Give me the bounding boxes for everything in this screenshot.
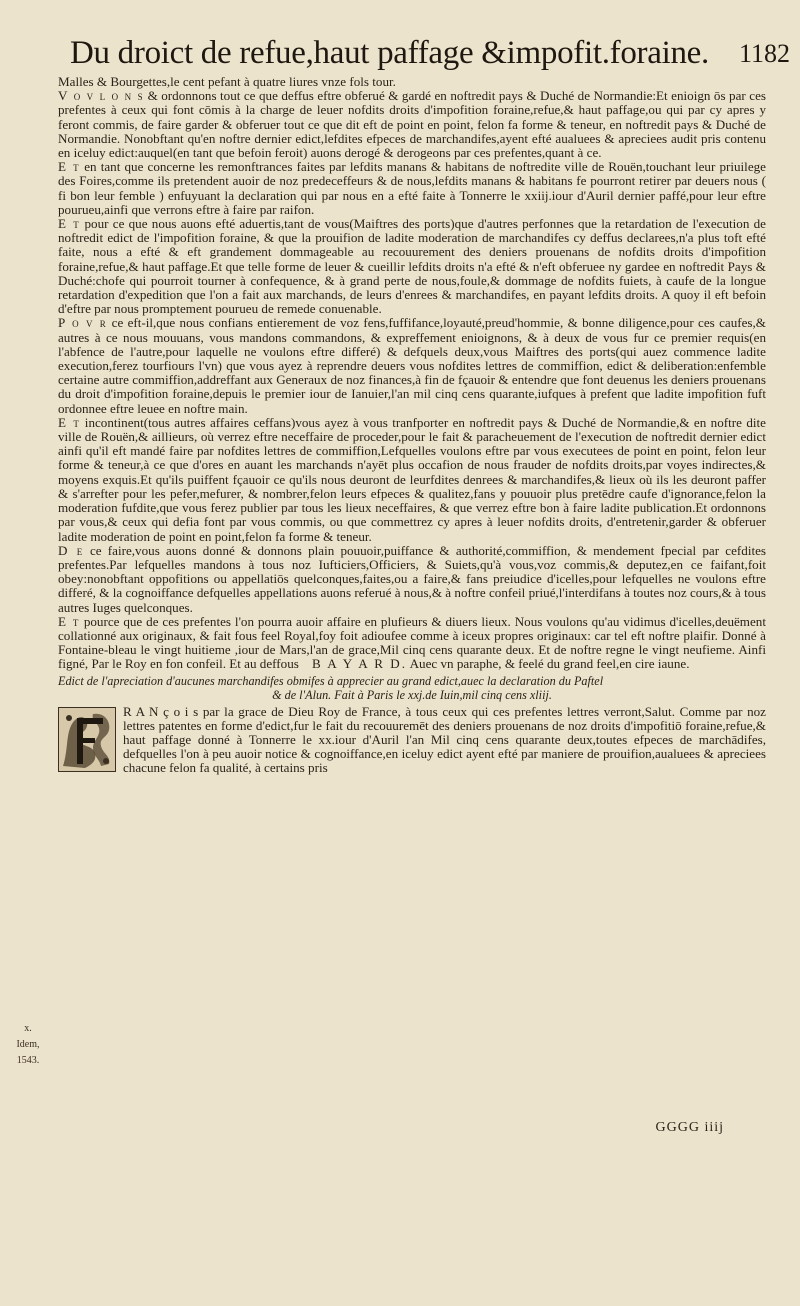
paragraph-4 — [58, 217, 766, 316]
paragraph-text: pource que de ces prefentes l'on pourra auoir affaire en plufieurs & diuers lieux. Nous voulons qu'au vidimus d'icelles,deuëment collationné aux originaux, & fait fous feel Royal,foy foit adioufee comme à iceux propres originaux: car tel eft noftre plaifir. Donné à Fontaine-bleau le vingt huitieme ,iour de Mars,l'an de grace,Mil cinq cens quarante deux. Et de noftre regne le vingt neufieme. Ainfi figné, Par le Roy en fon confeil. Et au deffous — [58, 613, 766, 672]
paragraph-5 — [58, 316, 766, 415]
paragraph-text-after: Auec vn paraphe, & feelé du grand feel,en cire iaune. — [407, 656, 690, 672]
paragraph-lead: P o v r — [58, 315, 108, 331]
paragraph-lead: V o v l o n s — [58, 88, 145, 104]
paragraph-text: ce faire,vous auons donné & donnons plain pouuoir,puiffance & authorité,commiffion, & mendement fpecial par cefdites prefentes.Par lefquelles mandons à tous noz Iufticiers,Officiers, & Suiets,qu'à vous,voz commis,& deputez,en ce faifant,foit obey:nonobftant oppofitions ou appellatiōs quelconques,faites,ou a faire,& fans preiudice d'icelles,pour lefquelles ne voulons eftre differé, & la cognoiffance defquelles appellations auons referué à nous,& à noftre confeil priué,l'interdifans à toutes noz cours,& à tous autres Iuges quelconques. — [58, 542, 766, 615]
page-number: 1182 — [738, 39, 790, 68]
margin-note-line-1: x. — [24, 1023, 32, 1034]
page-header — [70, 33, 790, 77]
margin-note — [10, 1021, 46, 1069]
paragraph-2 — [58, 89, 766, 160]
paragraph-text: pour ce que nous auons efté aduertis,tant de vous(Maiftres des ports)que d'autres perfonnes que la retardation de l'execution de noftredit edict de l'impofition foraine, & que la prouifion de ladite moderation de marchandifes cy deffus declarees,n'a plus toft efté faite, nous a efté & eft grandement dommageable au recouurement des deniers prouenans de nofdits droits d'impofition foraine,refue,& haut paffage.Et que telle forme de leuer & cueillir lefdits droits n'a efté & n'eft obferuee ny gardee en noftredit Pays & Duché:chofe qui pourroit tourner à confequence, & à grand perte de nous,foule,& dommage de nofdits fuiets, à caufe de la longue retardation d'expedition que l'on a fait aux marchands, de leurs d'enrees & marchandifes, en payant lefdits droits. A quoy il eft befoin d'eftre par nous promptement pourueu de remede conuenable. — [58, 216, 766, 317]
paragraph-8 — [58, 615, 766, 672]
paragraph-lead: E t — [58, 414, 81, 430]
paragraph-6 — [58, 416, 766, 544]
signature-name: B A Y A R D. — [311, 656, 408, 672]
paragraph-7 — [58, 544, 766, 615]
running-title: Du droict de refue,haut paffage &impofit.foraine. — [70, 35, 709, 71]
body-text — [58, 75, 766, 776]
paragraph-text: ce eft-il,que nous confians entierement de voz fens,fuffifance,loyauté,preud'hommie, & bonne diligence,pour ces caufes,& autres à ce nous mouuans, vous mandons commandons, & expreffement enioignons, & à deux de vous fur ce premier requis(en l'abfence de l'autre,pour laquelle ne voulons eftre differé) & defquels deux,vous Maiftres des ports(qui auez commence ladite execution,ferez tourfiours l'vn) que vous ayez à reprendre deuers vous nofdites lettres de commiffion, edict & deliberation:enfemble certaine autre commiffion,addreffant aux Generaux de noz finances,à fin de fçauoir & entendre que font deuenus les deniers prouenans du droit d'impofition foraine,depuis le premier iour de Ianuier,l'an mil cinq cens quarante,iufques à prefent que ladite impofition fuft ordonnee eftre leuee en noftre main. — [58, 315, 766, 416]
paragraph-text: & ordonnons tout ce que deffus eftre obferué & gardé en noftredit pays & Duché de Normandie:Et enioign ōs par ces prefentes à ceux qui font cōmis à la charge de leuer nofdits droits d'impofition foraine,refue,& haut paffage,ou qui par cy apres y feront commis, de faire garder & obferuer tout ce que dit eft de point en point, felon fa forme & teneur, en noftredit pays & Duché de Normandie. Nonobftant qu'en noftre dernier edict,lefdites efpeces de marchandifes,ayent efté aualuees & apreciees audit pris contenu en iceluy edict:auquel(en tant que befoin feroit) auons derogé & derogeons par ces prefentes,quant à ce. — [58, 88, 766, 161]
paragraph-lead: E t — [58, 216, 81, 232]
paragraph-3 — [58, 160, 766, 217]
paragraph-lead: E t — [58, 159, 81, 175]
edict-heading — [58, 674, 766, 702]
paragraph-1 — [58, 75, 766, 89]
paragraph-lead: D e — [58, 542, 84, 558]
paragraph-text: en tant que concerne les remonftrances faites par lefdits manans & habitans de noftredite ville de Rouën,touchant leur priuilege des Foires,comme ils pretendent auoir de noz predeceffeurs & de nous,lefdits manans & habitans fe pourront retirer par deuers nous ( fi bon leur femble ) enfuyuant la declaration qui par nous en a efté faite à Tonnerre le xxiij.iour d'Auril dernier paffé,pour leur eftre pourueu,ainfi que verrons eftre à faire par raifon. — [58, 159, 766, 217]
decorated-initial-f-icon — [58, 707, 116, 772]
letter-text: R A N ç o i s par la grace de Dieu Roy de France, à tous ceux qui ces prefentes lettres verront,Salut. Comme par noz lettres patentes en forme d'edict,fur le fait du recouuremēt des deniers prouenans de noz droits d'impofitiō foraine,refue,& haut paffage donné à Tonnerre le xx.iour d'Auril l'an Mil cinq cens quarante deux,toutes efpeces de marchādifes, defquelles l'on à peu auoir notice & cognoiffance,en iceluy edict ayent efté par maniere de prouifion,aualuees & apreciees chacune felon fa qualité, à certains pris — [123, 703, 766, 776]
paragraph-text: Malles & Bourgettes,le cent pefant à quatre liures vnze fols tour. — [58, 74, 396, 89]
letter-block — [58, 705, 766, 776]
signature-mark: GGGG iiij — [655, 1120, 724, 1135]
paragraph-lead: E t — [58, 613, 80, 629]
margin-note-line-2: Idem, 1543. — [16, 1039, 40, 1066]
edict-heading-line-2: & de l'Alun. Fait à Paris le xxj.de Iuin,mil cinq cens xliij. — [272, 687, 552, 702]
edict-heading-line-1: Edict de l'apreciation d'aucunes marchandifes obmifes à apprecier au grand edict,auec la declaration du Paftel — [58, 673, 604, 688]
paragraph-text: incontinent(tous autres affaires ceffans)vous ayez à vous tranfporter en noftredit pays & Duché de Normandie,& en noftre dite ville de Rouën,& aillieurs, où verrez eftre neceffaire de proceder,pour le fait & paracheuement de l'execution de noftredit dernier edict ainfi qu'il eft mandé faire par nofdites lettres de commiffion,Lefquelles voulons eftre par vous executees de point en point, felon leur forme & teneur,à ce que d'ores en auant les marchands n'ayēt plus occafion de nous frauder de nofdits droits,par voyes indirectes,& moyens exquis.Et qu'ils puiffent fçauoir ce qu'ils nous deuront de leurfdites denrees & marchandifes,& lieux où ils les deuront paffer & s'arrefter pour les pefer,mefurer, & nombrer,felon leurs efpeces & qualitez,fans y pouuoir plus pretēdre caufe d'ignorance,felon la moderation fufdite,que vous ferez publier par tous les lieux neceffaires, & que verrez eftre bon à faire ladite publication.Et ordonnons par vous,& ceux qui defia font par vous commis, ou que commettrez cy apres à leuer nofdits droits, d'entretenir,garder & obferuer ladite moderation de point en point,felon fa forme & teneur. — [58, 414, 766, 544]
